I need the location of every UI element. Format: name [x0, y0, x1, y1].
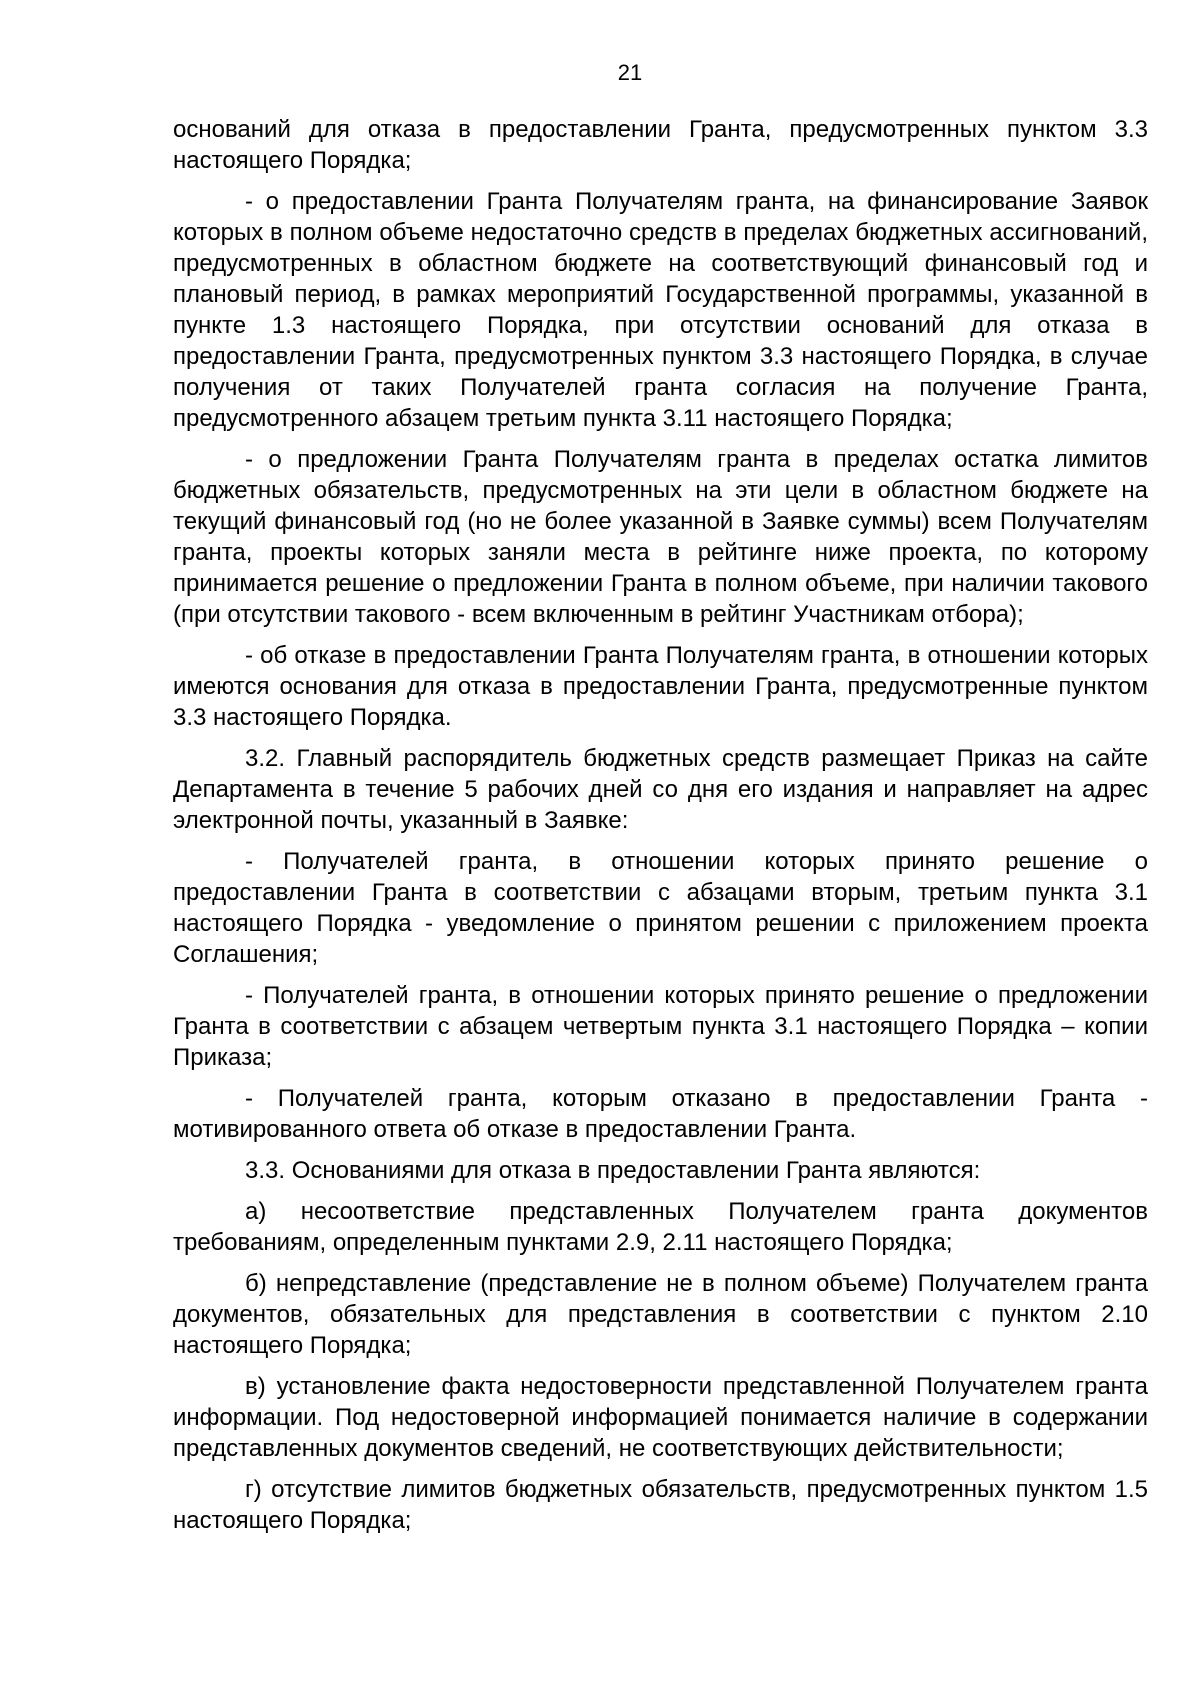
paragraph: в) установление факта недостоверности представленной Получателем гранта информации. Под недостоверной информацией понимается наличие в содержании представленных документов сведений, не соответствующих действительности;	[173, 1373, 1148, 1462]
paragraph: оснований для отказа в предоставлении Гранта, предусмотренных пунктом 3.3 настоящего Порядка;	[173, 116, 1148, 174]
paragraph: - Получателей гранта, в отношении которых принято решение о предложении Гранта в соответствии с абзацем четвертым пункта 3.1 настоящего Порядка – копии Приказа;	[173, 982, 1148, 1071]
paragraph: г) отсутствие лимитов бюджетных обязательств, предусмотренных пунктом 1.5 настоящего Порядка;	[173, 1476, 1148, 1534]
paragraph: - о предложении Гранта Получателям гранта в пределах остатка лимитов бюджетных обязательств, предусмотренных на эти цели в областном бюджете на текущий финансовый год (но не более указанной в Заявке суммы) всем Получателям гранта, проекты которых заняли места в рейтинге ниже проекта, по которому принимается решение о предложении Гранта в полном объеме, при наличии такового (при отсутствии такового - всем включенным в рейтинг Участникам отбора);	[173, 446, 1148, 628]
paragraph: 3.3. Основаниями для отказа в предоставлении Гранта являются:	[245, 1157, 981, 1184]
paragraph: - Получателей гранта, которым отказано в предоставлении Гранта - мотивированного ответа об отказе в предоставлении Гранта.	[173, 1085, 1148, 1143]
page-number: 21	[617, 60, 643, 85]
paragraph: б) непредставление (представление не в полном объеме) Получателем гранта документов, обязательных для представления в соответствии с пунктом 2.10 настоящего Порядка;	[173, 1270, 1148, 1359]
paragraph: - об отказе в предоставлении Гранта Получателям гранта, в отношении которых имеются основания для отказа в предоставлении Гранта, предусмотренные пунктом 3.3 настоящего Порядка.	[173, 642, 1148, 731]
paragraph: - о предоставлении Гранта Получателям гранта, на финансирование Заявок которых в полном объеме недостаточно средств в пределах бюджетных ассигнований, предусмотренных в областном бюджете на соответствующий финансовый год и плановый период, в рамках мероприятий Государственной программы, указанной в пункте 1.3 настоящего Порядка, при отсутствии оснований для отказа в предоставлении Гранта, предусмотренных пунктом 3.3 настоящего Порядка, в случае получения от таких Получателей гранта согласия на получение Гранта, предусмотренного абзацем третьим пункта 3.11 настоящего Порядка;	[173, 188, 1148, 432]
document-body	[173, 114, 1148, 1546]
paragraph: - Получателей гранта, в отношении которых принято решение о предоставлении Гранта в соответствии с абзацами вторым, третьим пункта 3.1 настоящего Порядка - уведомление о принятом решении с приложением проекта Соглашения;	[173, 848, 1148, 968]
paragraph: а) несоответствие представленных Получателем гранта документов требованиям, определенным пунктами 2.9, 2.11 настоящего Порядка;	[173, 1198, 1148, 1256]
paragraph: 3.2. Главный распорядитель бюджетных средств размещает Приказ на сайте Департамента в течение 5 рабочих дней со дня его издания и направляет на адрес электронной почты, указанный в Заявке:	[173, 745, 1148, 834]
